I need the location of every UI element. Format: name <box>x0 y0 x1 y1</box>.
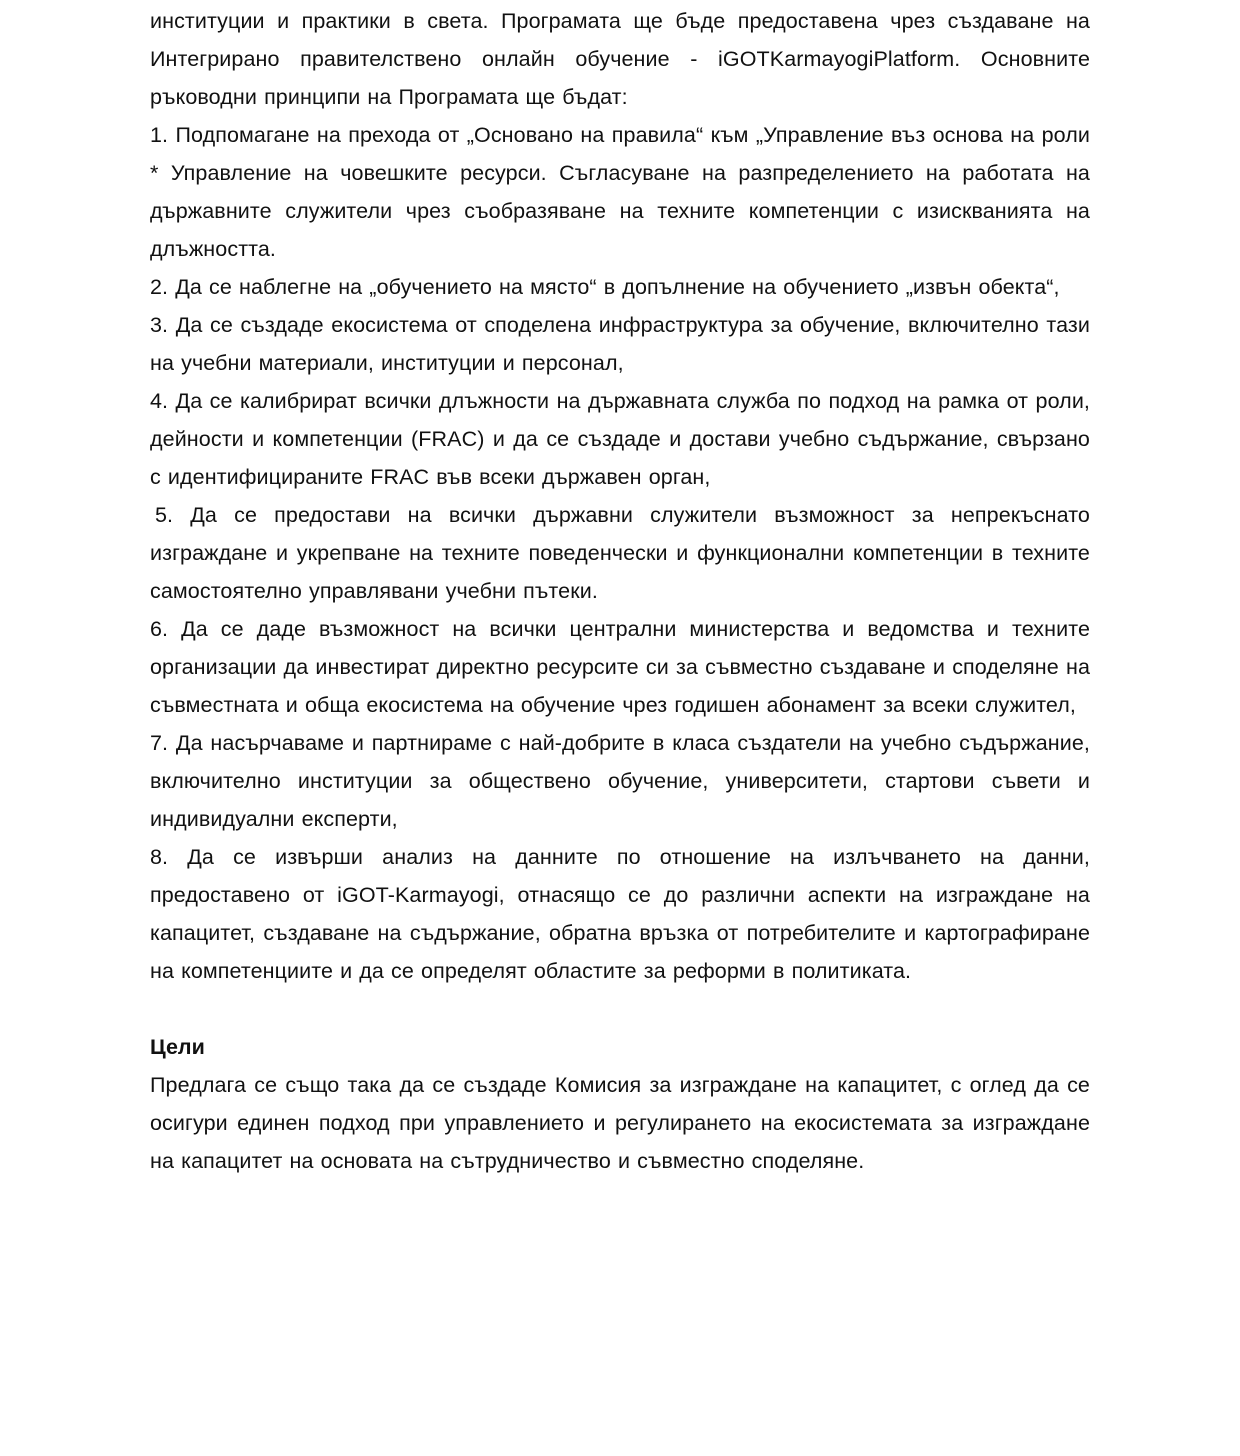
section-spacer <box>150 990 1090 1028</box>
principle-item-3: 3. Да се създаде екосистема от споделена инфраструктура за обучение, включително тази на учебни материали, институции и персонал, <box>150 313 1090 375</box>
goals-heading: Цели <box>150 1035 205 1059</box>
principle-item-1: 1. Подпомагане на прехода от „Основано на правила“ към „Управление въз основа на роли * Управление на човешките ресурси. Съгласуване на разпределението на работата на държавните служители чрез съобразяване на техните компетенции с изискванията на длъжността. <box>150 123 1090 261</box>
principle-item-7: 7. Да насърчаваме и партнираме с най-добрите в класа създатели на учебно съдържание, включително институции за обществено обучение, университети, стартови съвети и индивидуални експерти, <box>150 731 1090 831</box>
principle-item-6: 6. Да се даде възможност на всички централни министерства и ведомства и техните организации да инвестират директно ресурсите си за съвместно създаване и споделяне на съвместната и обща екосистема на обучение чрез годишен абонамент за всеки служител, <box>150 617 1090 717</box>
intro-paragraph: институции и практики в света. Програмата ще бъде предоставена чрез създаване на Интегрирано правителствено онлайн обучение - iGOTKarmayogiPlatform. Основните ръководни принципи на Програмата ще бъдат: <box>150 9 1090 109</box>
principle-item-4: 4. Да се калибрират всички длъжности на държавната служба по подход на рамка от роли, дейности и компетенции (FRAC) и да се създаде и достави учебно съдържание, свързано с идентифицираните FRAC във всеки държавен орган, <box>150 389 1090 489</box>
principles-list <box>150 116 1090 990</box>
goals-paragraph: Предлага се също така да се създаде Комисия за изграждане на капацитет, с оглед да се осигури единен подход при управлението и регулирането на екосистемата за изграждане на капацитет на основата на сътрудничество и съвместно споделяне. <box>150 1073 1090 1173</box>
principle-item-5: 5. Да се предостави на всички държавни служители възможност за непрекъснато изграждане и укрепване на техните поведенчески и функционални компетенции в техните самостоятелно управлявани учебни пътеки. <box>150 503 1090 603</box>
document-page <box>150 2 1090 1180</box>
principle-item-8: 8. Да се извърши анализ на данните по отношение на излъчването на данни, предоставено от iGOT-Karmayogi, отнасящо се до различни аспекти на изграждане на капацитет, създаване на съдържание, обратна връзка от потребителите и картографиране на компетенциите и да се определят областите за реформи в политиката. <box>150 845 1090 983</box>
principle-item-2: 2. Да се наблегне на „обучението на място“ в допълнение на обучението „извън обекта“, <box>150 275 1060 299</box>
